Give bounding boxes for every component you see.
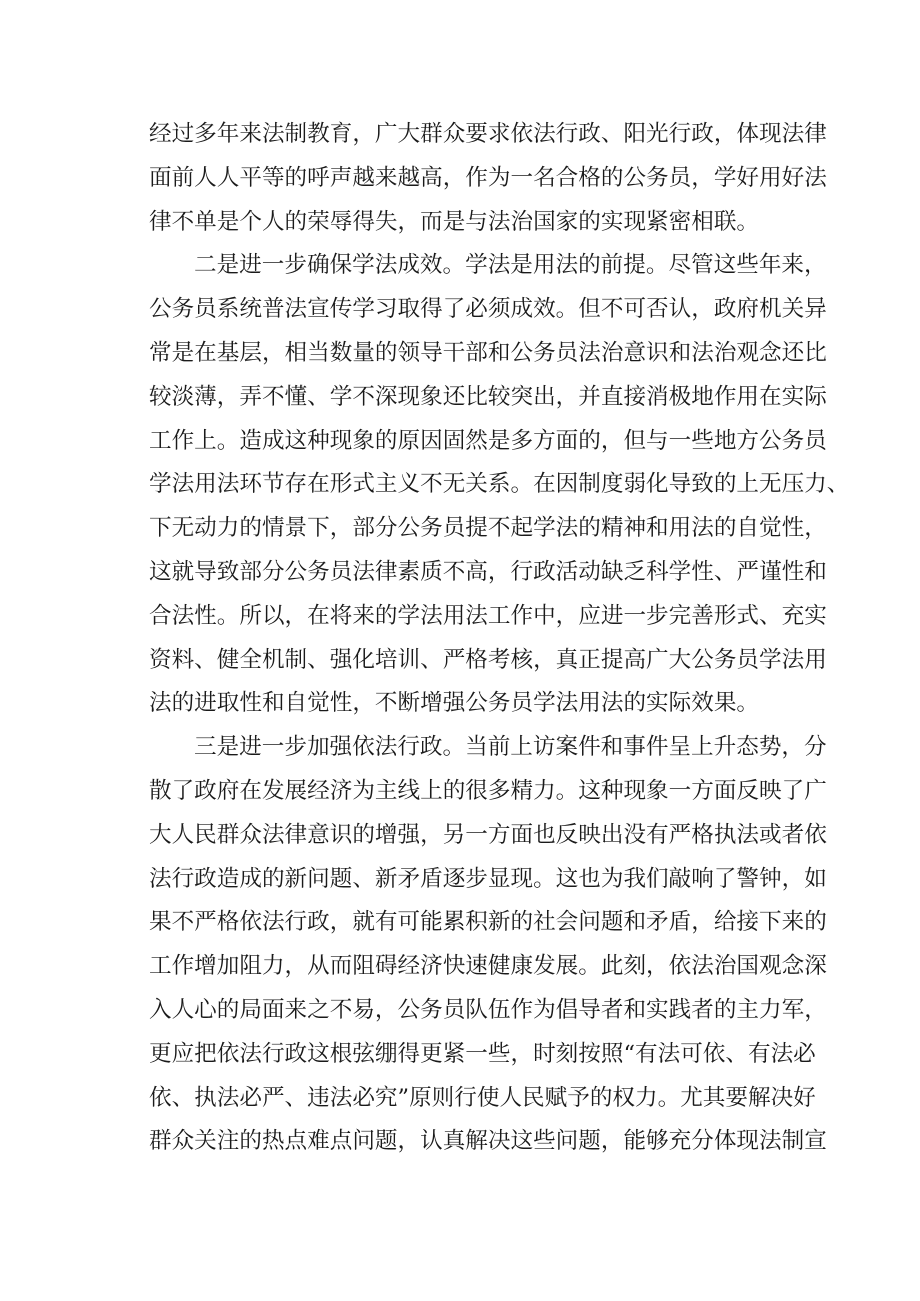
text-line: 工作增加阻力，从而阻碍经济快速健康发展。此刻，依法治国观念深 [149,953,827,980]
text-line: 这就导致部分公务员法律素质不高，行政活动缺乏科学性、严谨性和 [149,558,827,585]
text-line: 合法性。所以，在将来的学法用法工作中，应进一步完善形式、充实 [149,602,827,629]
paragraph-point-three [149,726,827,1164]
text-line: 二是进一步确保学法成效。学法是用法的前提。尽管这些年来， [194,252,827,279]
text-line: 依、执法必严、违法必究”原则行使人民赋予的权力。尤其要解决好 [149,1084,816,1111]
text-line: 群众关注的热点难点问题，认真解决这些问题，能够充分体现法制宣 [149,1128,827,1155]
text-line: 学法用法环节存在形式主义不无关系。在因制度弱化导致的上无压力、 [149,471,850,498]
text-line: 常是在基层，相当数量的领导干部和公务员法治意识和法治观念还比 [149,339,827,366]
text-line: 法的进取性和自觉性，不断增强公务员学法用法的实际效果。 [149,690,760,717]
paragraph-point-two [149,244,850,726]
text-line: 大人民群众法律意识的增强，另一方面也反映出没有严格执法或者依 [149,821,827,848]
text-line: 面前人人平等的呼声越来越高，作为一名合格的公务员，学好用好法 [149,164,827,191]
text-line: 经过多年来法制教育，广大群众要求依法行政、阳光行政，体现法律 [149,121,827,147]
text-line: 公务员系统普法宣传学习取得了必须成效。但不可否认，政府机关异 [149,296,827,323]
text-line: 较淡薄，弄不懂、学不深现象还比较突出，并直接消极地作用在实际 [149,383,827,410]
paragraph-continuation [149,113,827,244]
text-line: 律不单是个人的荣辱得失，而是与法治国家的实现紧密相联。 [149,208,760,235]
text-line: 三是进一步加强依法行政。当前上访案件和事件呈上升态势，分 [194,734,827,761]
body-text [149,113,850,1164]
text-line: 入人心的局面来之不易，公务员队伍作为倡导者和实践者的主力军， [149,996,827,1023]
text-line: 更应把依法行政这根弦绷得更紧一些，时刻按照“有法可依、有法必 [149,1040,816,1067]
text-line: 下无动力的情景下，部分公务员提不起学法的精神和用法的自觉性， [149,515,827,542]
text-line: 工作上。造成这种现象的原因固然是多方面的，但与一些地方公务员 [149,427,827,454]
text-line: 资料、健全机制、强化培训、严格考核，真正提高广大公务员学法用 [149,646,827,673]
text-line: 散了政府在发展经济为主线上的很多精力。这种现象一方面反映了广 [149,777,827,804]
text-line: 果不严格依法行政，就有可能累积新的社会问题和矛盾，给接下来的 [149,909,827,936]
text-line: 法行政造成的新问题、新矛盾逐步显现。这也为我们敲响了警钟，如 [149,865,827,892]
